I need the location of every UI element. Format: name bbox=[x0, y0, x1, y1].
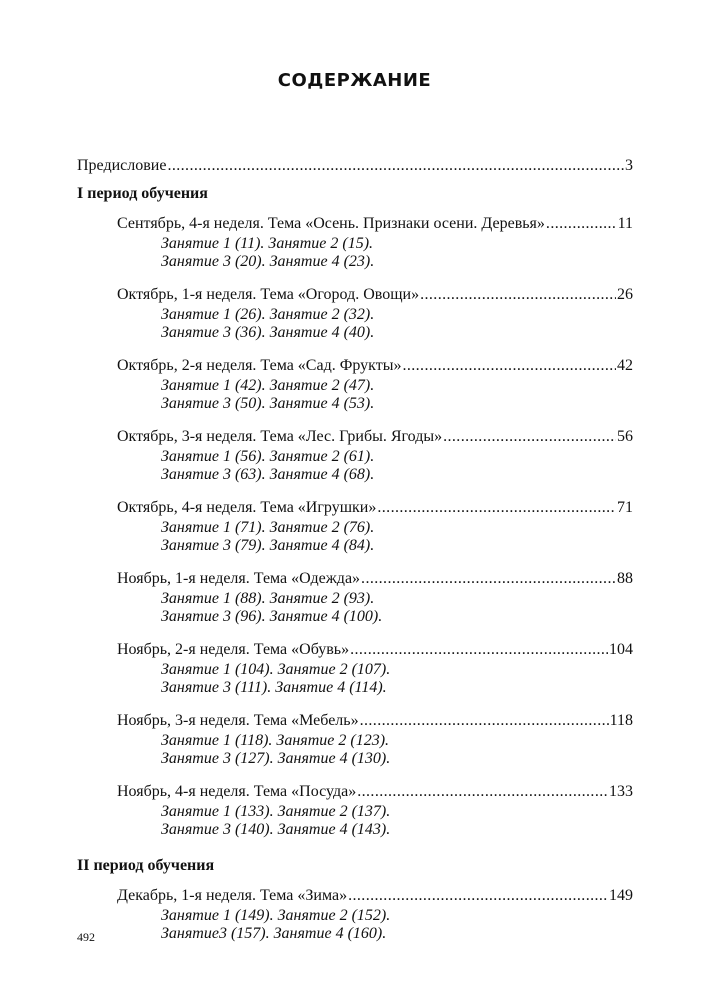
lesson-line: Занятие 3 (20). Занятие 4 (23). bbox=[161, 253, 375, 270]
period-heading: I период обучения bbox=[77, 185, 208, 202]
lesson-line: Занятие 3 (79). Занятие 4 (84). bbox=[161, 537, 375, 554]
toc-entry[interactable] bbox=[77, 639, 633, 697]
toc-entry[interactable] bbox=[77, 710, 633, 768]
toc-entry[interactable] bbox=[77, 213, 633, 271]
dot-leader bbox=[350, 639, 608, 661]
toc-entry-label: Ноябрь, 1-я неделя. Тема «Одежда» bbox=[117, 570, 361, 587]
lesson-line: Занятие 3 (63). Занятие 4 (68). bbox=[161, 466, 375, 483]
toc-entry[interactable] bbox=[77, 284, 633, 342]
toc-entry-label: Ноябрь, 4-я неделя. Тема «Посуда» bbox=[117, 783, 357, 800]
lesson-line: Занятие 1 (56). Занятие 2 (61). bbox=[161, 448, 375, 465]
toc-entry-label: Предисловие bbox=[77, 157, 167, 174]
toc-entry[interactable] bbox=[77, 497, 633, 555]
dot-leader bbox=[361, 568, 616, 590]
table-of-contents bbox=[77, 155, 633, 956]
lesson-line: Занятие 3 (111). Занятие 4 (114). bbox=[161, 679, 387, 696]
lesson-line: Занятие 3 (140). Занятие 4 (143). bbox=[161, 821, 391, 838]
toc-page-number: 88 bbox=[617, 570, 633, 587]
dot-leader bbox=[443, 426, 616, 448]
toc-page-number: 149 bbox=[609, 887, 633, 904]
lesson-line: Занятие 1 (42). Занятие 2 (47). bbox=[161, 377, 375, 394]
dot-leader bbox=[360, 710, 609, 732]
toc-entry[interactable] bbox=[77, 885, 633, 943]
toc-page-number: 71 bbox=[617, 499, 633, 516]
toc-page-number: 3 bbox=[625, 157, 633, 174]
toc-preface-entry[interactable] bbox=[77, 155, 633, 177]
toc-page-number: 133 bbox=[609, 783, 633, 800]
toc-entry[interactable] bbox=[77, 568, 633, 626]
lesson-line: Занятие 1 (71). Занятие 2 (76). bbox=[161, 519, 375, 536]
lesson-line: Занятие 3 (36). Занятие 4 (40). bbox=[161, 324, 375, 341]
toc-entry-label: Ноябрь, 3-я неделя. Тема «Мебель» bbox=[117, 712, 359, 729]
toc-entry-label: Декабрь, 1-я неделя. Тема «Зима» bbox=[117, 887, 348, 904]
toc-entry-label: Октябрь, 4-я неделя. Тема «Игрушки» bbox=[117, 499, 377, 516]
lesson-line: Занятие 1 (149). Занятие 2 (152). bbox=[161, 907, 391, 924]
toc-entry-label: Ноябрь, 2-я неделя. Тема «Обувь» bbox=[117, 641, 350, 658]
dot-leader bbox=[377, 497, 616, 519]
lesson-line: Занятие3 (157). Занятие 4 (160). bbox=[161, 925, 387, 942]
dot-leader bbox=[402, 355, 616, 377]
lesson-line: Занятие 1 (88). Занятие 2 (93). bbox=[161, 590, 375, 607]
toc-entry-label: Октябрь, 2-я неделя. Тема «Сад. Фрукты» bbox=[117, 357, 402, 374]
dot-leader bbox=[420, 284, 616, 306]
toc-entry[interactable] bbox=[77, 355, 633, 413]
dot-leader bbox=[167, 155, 624, 177]
toc-page-number: 11 bbox=[617, 215, 633, 232]
lesson-line: Занятие 1 (11). Занятие 2 (15). bbox=[161, 235, 374, 252]
toc-page-number: 118 bbox=[609, 712, 633, 729]
dot-leader bbox=[348, 885, 608, 907]
lesson-line: Занятие 3 (127). Занятие 4 (130). bbox=[161, 750, 391, 767]
dot-leader bbox=[357, 781, 608, 803]
toc-entry-label: Сентябрь, 4-я неделя. Тема «Осень. Признаки осени. Деревья» bbox=[117, 215, 545, 232]
page-number-footer: 492 bbox=[77, 930, 95, 944]
toc-page-number: 26 bbox=[617, 286, 633, 303]
toc-entry-label: Октябрь, 3-я неделя. Тема «Лес. Грибы. Ягоды» bbox=[117, 428, 443, 445]
lesson-line: Занятие 3 (50). Занятие 4 (53). bbox=[161, 395, 375, 412]
lesson-line: Занятие 1 (118). Занятие 2 (123). bbox=[161, 732, 390, 749]
toc-page-number: 104 bbox=[609, 641, 633, 658]
toc-entry-label: Октябрь, 1-я неделя. Тема «Огород. Овощи» bbox=[117, 286, 420, 303]
period-heading: II период обучения bbox=[77, 857, 215, 874]
lesson-line: Занятие 1 (133). Занятие 2 (137). bbox=[161, 803, 391, 820]
lesson-line: Занятие 1 (26). Занятие 2 (32). bbox=[161, 306, 375, 323]
toc-entry[interactable] bbox=[77, 426, 633, 484]
toc-page-number: 56 bbox=[617, 428, 633, 445]
toc-page-number: 42 bbox=[617, 357, 633, 374]
lesson-line: Занятие 1 (104). Занятие 2 (107). bbox=[161, 661, 391, 678]
dot-leader bbox=[546, 213, 617, 235]
lesson-line: Занятие 3 (96). Занятие 4 (100). bbox=[161, 608, 383, 625]
page-title: СОДЕРЖАНИЕ bbox=[277, 70, 432, 91]
toc-entry[interactable] bbox=[77, 781, 633, 839]
